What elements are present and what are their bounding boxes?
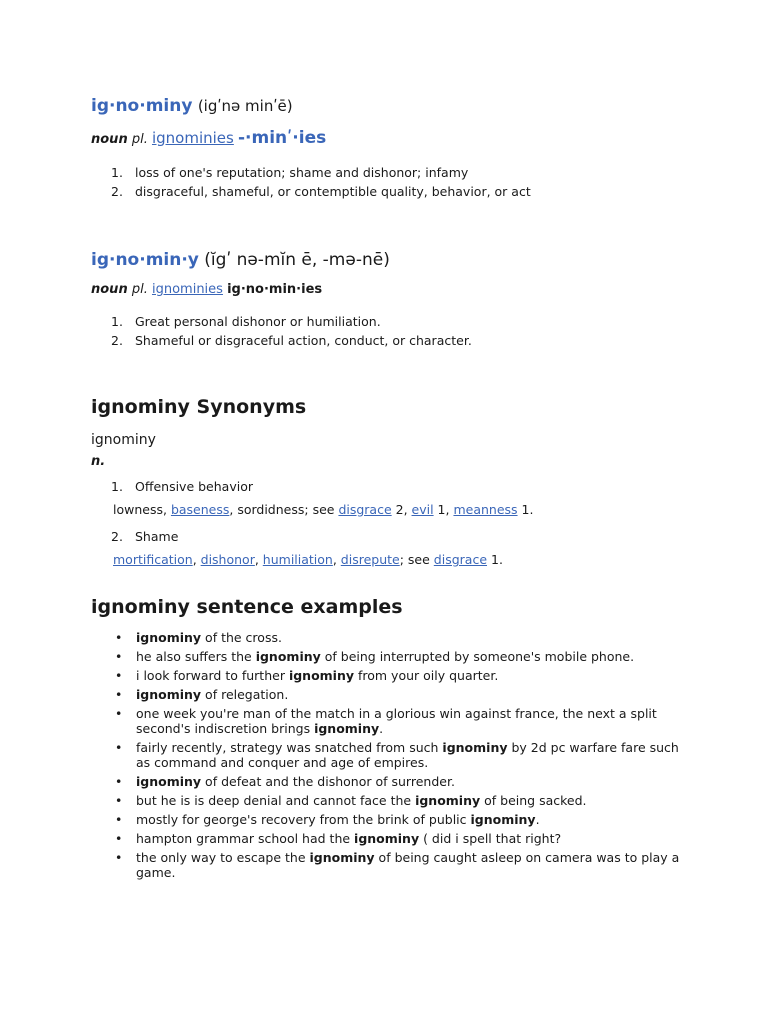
plural-abbr: pl. bbox=[131, 132, 148, 147]
highlighted-word: ignominy bbox=[136, 687, 202, 702]
synonym-link[interactable]: disgrace bbox=[338, 502, 392, 517]
definition-item: 2. disgraceful, shameful, or contemptible quality, behavior, or act bbox=[111, 184, 531, 199]
definition-list bbox=[91, 312, 472, 350]
definition-item: 1. loss of one's reputation; shame and dishonor; infamy bbox=[111, 165, 469, 180]
entry-2-pos-line bbox=[91, 282, 472, 297]
example-sentence: • he also suffers the ignominy of being interrupted by someone's mobile phone. bbox=[91, 649, 691, 664]
synonym-list: lowness, baseness, sordidness; see disgrace 2, evil 1, meanness 1. bbox=[113, 502, 534, 517]
synonym-link[interactable]: evil bbox=[411, 502, 434, 517]
entry-1-headline bbox=[91, 96, 531, 116]
headword: ig·no·miny bbox=[91, 96, 193, 116]
synonym-link[interactable]: baseness bbox=[170, 502, 230, 517]
synonym-sense-label: 1. Offensive behavior bbox=[111, 479, 253, 494]
synonyms-word: ignominy bbox=[91, 432, 156, 448]
highlighted-word: ignominy bbox=[314, 721, 380, 736]
synonym-link[interactable]: meanness bbox=[453, 502, 518, 517]
plural-abbr: pl. bbox=[131, 282, 148, 297]
example-sentence: • i look forward to further ignominy from your oily quarter. bbox=[91, 668, 691, 683]
example-sentence: • hampton grammar school had the ignominy ( did i spell that right? bbox=[91, 831, 691, 846]
highlighted-word: ignominy bbox=[255, 649, 321, 664]
highlighted-word: ignominy bbox=[288, 668, 355, 683]
entry-2-headline bbox=[91, 250, 472, 270]
examples-section bbox=[91, 596, 691, 884]
highlighted-word: ignominy bbox=[136, 630, 202, 645]
part-of-speech: noun bbox=[91, 132, 128, 147]
example-sentence: • mostly for george's recovery from the brink of public ignominy. bbox=[91, 812, 691, 827]
highlighted-word: ignominy bbox=[354, 831, 420, 846]
example-sentence: • ignominy of defeat and the dishonor of surrender. bbox=[91, 774, 691, 789]
part-of-speech: noun bbox=[91, 282, 128, 297]
highlighted-word: ignominy bbox=[442, 740, 508, 755]
definition-item: 1. Great personal dishonor or humiliation. bbox=[111, 314, 381, 329]
plural-link[interactable]: ignominies bbox=[151, 129, 234, 147]
synonyms-pos: n. bbox=[91, 454, 106, 469]
synonym-link[interactable]: humiliation bbox=[262, 552, 333, 567]
highlighted-word: ignominy bbox=[415, 793, 481, 808]
example-sentence: • ignominy of relegation. bbox=[91, 687, 691, 702]
pronunciation: (ĭgʹ nə-mĭn ē, -mə-nē) bbox=[204, 250, 390, 270]
pronunciation: (igʹnə minʹē) bbox=[197, 97, 293, 115]
entry-1-pos-line bbox=[91, 128, 531, 148]
example-sentence: • one week you're man of the match in a glorious win against france, the next a split second's indiscretion brings ignominy. bbox=[91, 706, 691, 736]
synonyms-heading: ignominy Synonyms bbox=[91, 396, 307, 418]
example-sentence: • the only way to escape the ignominy of being caught asleep on camera was to play a game. bbox=[91, 850, 691, 880]
definition-list bbox=[91, 163, 531, 201]
synonym-sense-label: 2. Shame bbox=[111, 529, 179, 544]
alternate-form: ig·no·min·ies bbox=[227, 282, 323, 297]
alternate-form: -·minʹ·ies bbox=[238, 128, 327, 148]
synonyms-section bbox=[91, 396, 533, 569]
highlighted-word: ignominy bbox=[470, 812, 536, 827]
examples-list bbox=[91, 630, 691, 880]
synonym-list: mortification, dishonor, humiliation, disrepute; see disgrace 1. bbox=[113, 552, 503, 567]
entry-2 bbox=[91, 250, 472, 350]
example-sentence: • ignominy of the cross. bbox=[91, 630, 691, 645]
highlighted-word: ignominy bbox=[136, 774, 202, 789]
synonym-link[interactable]: dishonor bbox=[200, 552, 255, 567]
headword: ig·no·min·y bbox=[91, 250, 199, 270]
synonym-senses bbox=[91, 477, 533, 569]
synonym-link[interactable]: mortification bbox=[113, 552, 193, 567]
plural-link[interactable]: ignominies bbox=[151, 282, 223, 297]
highlighted-word: ignominy bbox=[309, 850, 375, 865]
example-sentence: • fairly recently, strategy was snatched from such ignominy by 2d pc warfare fare such as command and conquer and age of empires. bbox=[91, 740, 691, 770]
entry-1 bbox=[91, 96, 531, 201]
definition-item: 2. Shameful or disgraceful action, conduct, or character. bbox=[111, 333, 472, 348]
examples-heading: ignominy sentence examples bbox=[91, 596, 403, 618]
example-sentence: • but he is is deep denial and cannot face the ignominy of being sacked. bbox=[91, 793, 691, 808]
synonym-link[interactable]: disgrace bbox=[433, 552, 488, 567]
synonym-link[interactable]: disrepute bbox=[340, 552, 400, 567]
